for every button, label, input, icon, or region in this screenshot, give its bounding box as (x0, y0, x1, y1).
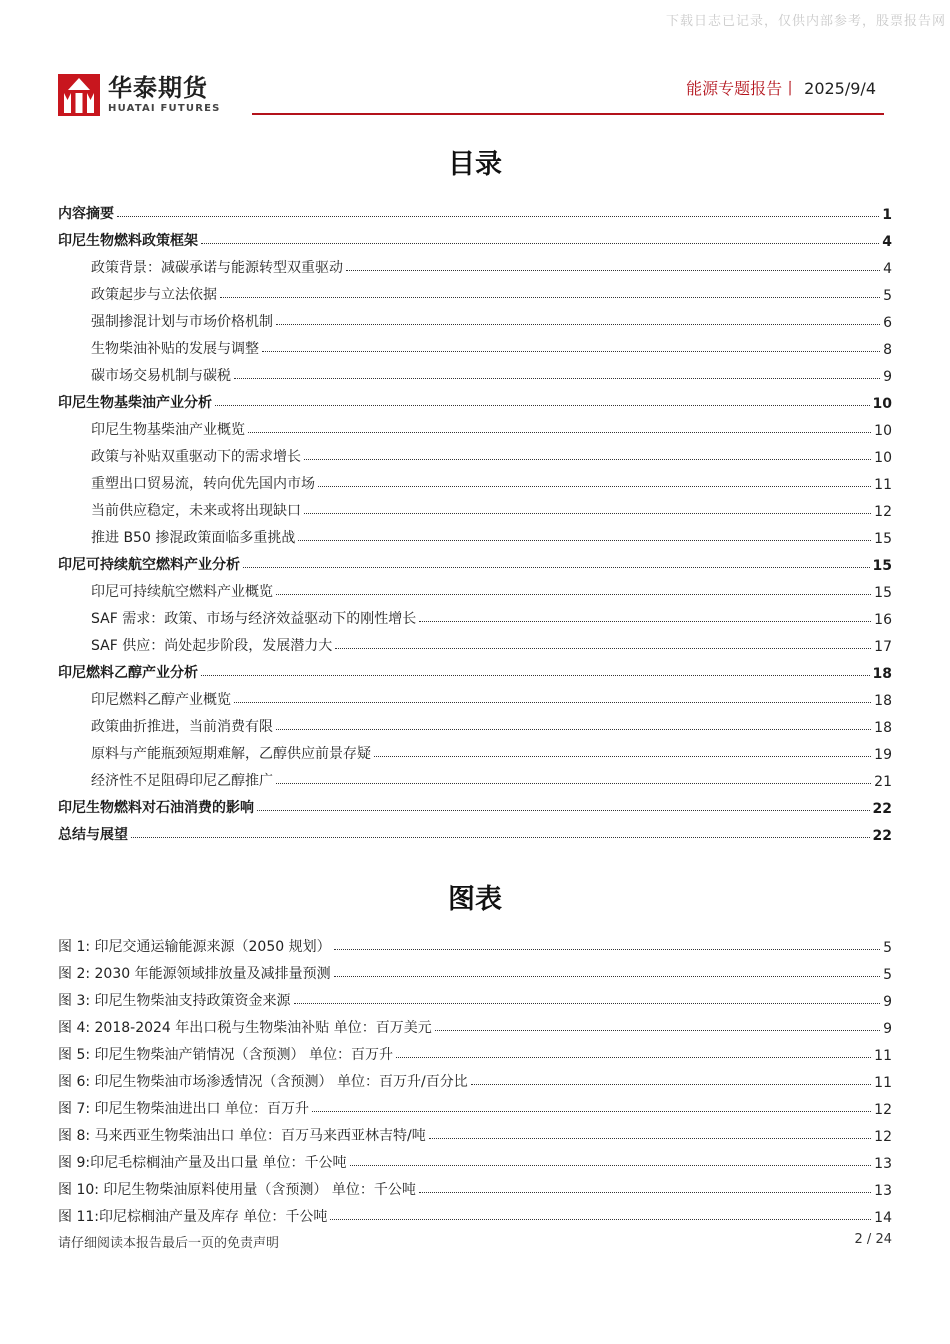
toc-entry-page: 15 (872, 558, 892, 574)
figure-entry[interactable] (58, 1064, 892, 1091)
toc-entry-page: 8 (883, 342, 892, 358)
dot-leader (334, 949, 880, 950)
company-logo (58, 74, 221, 116)
toc-entry-page: 9 (883, 369, 892, 385)
header-divider (252, 113, 884, 115)
dot-leader (304, 513, 871, 514)
dot-leader (276, 594, 871, 595)
dot-leader (248, 432, 871, 433)
figure-entry[interactable] (58, 1037, 892, 1064)
figure-entry-page: 14 (874, 1210, 892, 1226)
dot-leader (257, 810, 870, 811)
dot-leader (294, 1003, 881, 1004)
figure-entry[interactable] (58, 1091, 892, 1118)
figures-title: 图表 (448, 884, 502, 915)
toc-entry-page: 4 (882, 234, 892, 250)
toc-entry-title: SAF 供应：尚处起步阶段，发展潜力大 (91, 638, 333, 654)
footer-disclaimer: 请仔细阅读本报告最后一页的免责声明 (58, 1236, 280, 1251)
toc-entry-page: 18 (874, 720, 892, 736)
figure-entry[interactable] (58, 1172, 892, 1199)
toc-entry[interactable] (58, 196, 892, 223)
figure-entry[interactable] (58, 1199, 892, 1226)
toc-entry-page: 5 (883, 288, 892, 304)
toc-entry-title: 内容摘要 (58, 206, 114, 222)
dot-leader (374, 756, 871, 757)
toc-entry[interactable] (58, 547, 892, 574)
toc-entry[interactable] (58, 331, 892, 358)
toc-entry-page: 21 (874, 774, 892, 790)
toc-entry-title: 政策曲折推进，当前消费有限 (91, 719, 273, 735)
toc-entry-title: 原料与产能瓶颈短期难解，乙醇供应前景存疑 (91, 746, 371, 762)
figure-entry-page: 13 (874, 1183, 892, 1199)
toc-entry[interactable] (58, 358, 892, 385)
toc-entry-title: 印尼生物燃料对石油消费的影响 (58, 800, 254, 816)
toc-entry-title: 总结与展望 (58, 827, 128, 843)
toc-entry-page: 10 (872, 396, 892, 412)
toc-entry-title: 政策起步与立法依据 (91, 287, 217, 303)
figure-entry-title: 图 6: 印尼生物柴油市场渗透情况（含预测） 单位：百万升/百分比 (58, 1074, 468, 1090)
dot-leader (471, 1084, 871, 1085)
report-date: 2025/9/4 (804, 79, 876, 98)
dot-leader (318, 486, 871, 487)
figures-list (58, 929, 892, 1226)
toc-entry[interactable] (58, 223, 892, 250)
logo-chinese-name: 华泰期货 (108, 74, 208, 102)
toc-entry[interactable] (58, 682, 892, 709)
toc-entry-title: 重塑出口贸易流，转向优先国内市场 (91, 476, 315, 492)
figure-entry[interactable] (58, 929, 892, 956)
toc-entry-title: 印尼生物基柴油产业概览 (91, 422, 245, 438)
figure-entry-page: 12 (874, 1129, 892, 1145)
huatai-logo-icon (58, 74, 100, 116)
toc-entry[interactable] (58, 277, 892, 304)
toc-entry[interactable] (58, 817, 892, 844)
dot-leader (220, 297, 880, 298)
toc-entry-page: 10 (874, 423, 892, 439)
dot-leader (312, 1111, 871, 1112)
figure-entry-page: 9 (883, 1021, 892, 1037)
toc-entry-page: 22 (872, 828, 892, 844)
toc-entry-page: 15 (874, 585, 892, 601)
dot-leader (334, 976, 880, 977)
watermark-text: 下载日志已记录，仅供内部参考，股票报告网 (665, 14, 946, 29)
figure-entry-title: 图 7: 印尼生物柴油进出口 单位：百万升 (58, 1101, 309, 1117)
toc-entry-title: 推进 B50 掺混政策面临多重挑战 (91, 530, 296, 546)
toc-entry[interactable] (58, 709, 892, 736)
dot-leader (117, 216, 879, 217)
toc-entry-title: 政策与补贴双重驱动下的需求增长 (91, 449, 301, 465)
toc-entry-title: 碳市场交易机制与碳税 (91, 368, 231, 384)
toc-entry-page: 15 (874, 531, 892, 547)
toc-entry-title: SAF 需求：政策、市场与经济效益驱动下的刚性增长 (91, 611, 417, 627)
figure-entry-title: 图 11:印尼棕榈油产量及库存 单位：千公吨 (58, 1209, 328, 1225)
dot-leader (234, 378, 880, 379)
figure-entry-title: 图 1: 印尼交通运输能源来源（2050 规划） (58, 939, 331, 955)
figure-entry-title: 图 4: 2018-2024 年出口税与生物柴油补贴 单位：百万美元 (58, 1020, 432, 1036)
figure-entry[interactable] (58, 1010, 892, 1037)
figure-entry-page: 9 (883, 994, 892, 1010)
toc-entry-title: 印尼生物燃料政策框架 (58, 233, 198, 249)
toc-entry-page: 19 (874, 747, 892, 763)
toc-entry-page: 22 (872, 801, 892, 817)
dot-leader (131, 837, 870, 838)
dot-leader (335, 648, 871, 649)
toc-entry[interactable] (58, 466, 892, 493)
toc-entry[interactable] (58, 250, 892, 277)
page-number: 2 / 24 (854, 1232, 892, 1247)
toc-entry-page: 18 (872, 666, 892, 682)
figure-entry[interactable] (58, 1145, 892, 1172)
figure-entry-title: 图 8: 马来西亚生物柴油出口 单位：百万马来西亚林吉特/吨 (58, 1128, 426, 1144)
toc-entry[interactable] (58, 655, 892, 682)
figure-entry[interactable] (58, 1118, 892, 1145)
toc-entry[interactable] (58, 763, 892, 790)
toc-entry-page: 1 (882, 207, 892, 223)
toc-entry[interactable] (58, 493, 892, 520)
dot-leader (346, 270, 880, 271)
toc-entry-page: 10 (874, 450, 892, 466)
toc-entry-title: 印尼可持续航空燃料产业概览 (91, 584, 273, 600)
figure-entry-title: 图 5: 印尼生物柴油产销情况（含预测） 单位：百万升 (58, 1047, 393, 1063)
toc-entry-title: 生物柴油补贴的发展与调整 (91, 341, 259, 357)
page-footer (58, 1232, 892, 1251)
toc-entry[interactable] (58, 601, 892, 628)
toc-entry[interactable] (58, 628, 892, 655)
dot-leader (276, 324, 880, 325)
toc-entry-page: 12 (874, 504, 892, 520)
figure-entry-title: 图 9:印尼毛棕榈油产量及出口量 单位：千公吨 (58, 1155, 347, 1171)
toc-entry-page: 17 (874, 639, 892, 655)
toc-entry[interactable] (58, 790, 892, 817)
dot-leader (215, 405, 870, 406)
toc-entry[interactable] (58, 439, 892, 466)
figure-entry-page: 11 (874, 1048, 892, 1064)
dot-leader (419, 621, 871, 622)
logo-english-name: HUATAI FUTURES (108, 103, 221, 114)
dot-leader (330, 1219, 871, 1220)
toc-entry[interactable] (58, 736, 892, 763)
dot-leader (304, 459, 871, 460)
dot-leader (429, 1138, 871, 1139)
figure-entry-title: 图 3: 印尼生物柴油支持政策资金来源 (58, 993, 291, 1009)
dot-leader (435, 1030, 880, 1031)
dot-leader (276, 729, 871, 730)
toc-entry-title: 经济性不足阻碍印尼乙醇推广 (91, 773, 273, 789)
report-header-info (686, 76, 876, 99)
toc-entry-page: 18 (874, 693, 892, 709)
toc-entry[interactable] (58, 574, 892, 601)
toc-entry[interactable] (58, 412, 892, 439)
table-of-contents (58, 196, 892, 844)
toc-title: 目录 (448, 149, 502, 180)
toc-entry[interactable] (58, 385, 892, 412)
toc-entry-page: 4 (883, 261, 892, 277)
dot-leader (419, 1192, 871, 1193)
toc-entry-page: 16 (874, 612, 892, 628)
figure-entry-page: 5 (883, 940, 892, 956)
toc-entry[interactable] (58, 520, 892, 547)
toc-entry-title: 印尼燃料乙醇产业概览 (91, 692, 231, 708)
dot-leader (396, 1057, 871, 1058)
dot-leader (262, 351, 880, 352)
figure-entry[interactable] (58, 983, 892, 1010)
figure-entry-page: 12 (874, 1102, 892, 1118)
figure-entry-title: 图 10: 印尼生物柴油原料使用量（含预测） 单位：千公吨 (58, 1182, 416, 1198)
figure-entry-page: 13 (874, 1156, 892, 1172)
toc-entry-title: 政策背景：减碳承诺与能源转型双重驱动 (91, 260, 343, 276)
toc-entry-page: 6 (883, 315, 892, 331)
toc-entry-title: 印尼燃料乙醇产业分析 (58, 665, 198, 681)
dot-leader (243, 567, 870, 568)
figure-entry-title: 图 2: 2030 年能源领域排放量及减排量预测 (58, 966, 331, 982)
dot-leader (350, 1165, 872, 1166)
report-type: 能源专题报告丨 (686, 79, 799, 98)
toc-entry-page: 11 (874, 477, 892, 493)
dot-leader (234, 702, 871, 703)
dot-leader (298, 540, 871, 541)
dot-leader (276, 783, 871, 784)
figure-entry-page: 5 (883, 967, 892, 983)
toc-entry[interactable] (58, 304, 892, 331)
dot-leader (201, 675, 870, 676)
figure-entry[interactable] (58, 956, 892, 983)
toc-entry-title: 当前供应稳定，未来或将出现缺口 (91, 503, 301, 519)
figure-entry-page: 11 (874, 1075, 892, 1091)
dot-leader (201, 243, 879, 244)
toc-entry-title: 强制掺混计划与市场价格机制 (91, 314, 273, 330)
toc-entry-title: 印尼可持续航空燃料产业分析 (58, 557, 240, 573)
toc-entry-title: 印尼生物基柴油产业分析 (58, 395, 212, 411)
